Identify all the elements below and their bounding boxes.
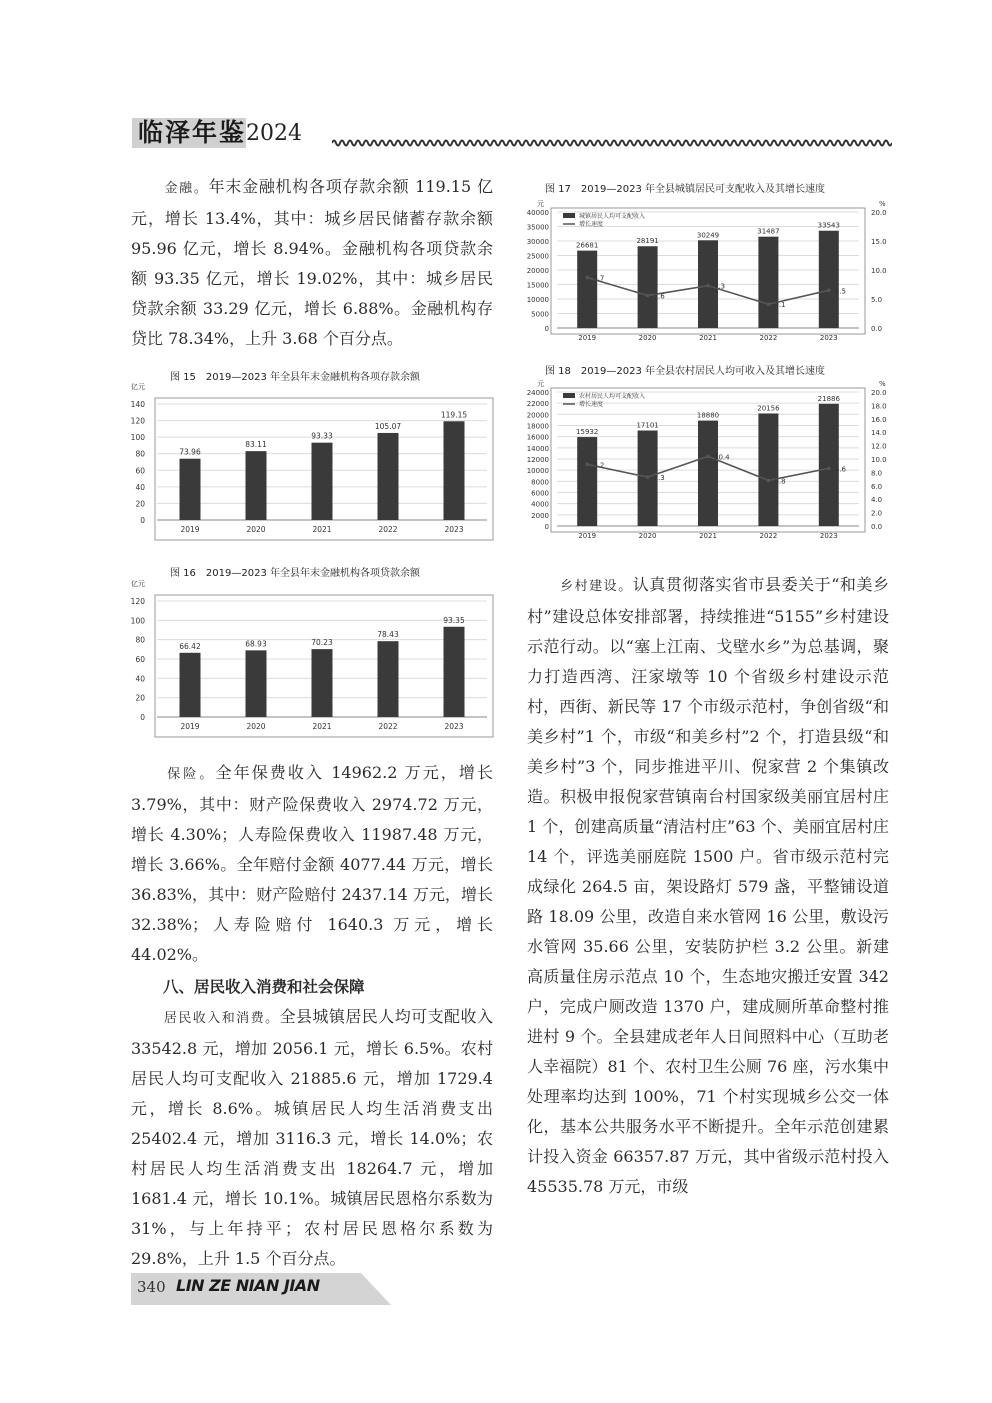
fig16-ytick: 60 xyxy=(135,655,145,664)
fig18-legend-label: 农村居民人均可支配收入 xyxy=(579,393,646,400)
fig17-growth-point xyxy=(827,289,831,293)
fig16-ytick: 120 xyxy=(130,597,145,606)
fig17-growth-point xyxy=(646,294,650,298)
fig16-xtick: 2021 xyxy=(312,722,332,731)
fig15-xtick: 2022 xyxy=(378,525,398,534)
fig17-growth-point xyxy=(767,302,771,306)
fig17-bar-label: 31487 xyxy=(757,227,780,236)
fig18-ytick: 14000 xyxy=(526,444,549,453)
fig18-growth-point xyxy=(585,463,589,467)
book-year: 2024 xyxy=(246,121,302,146)
fig18-y2tick: 6.0 xyxy=(871,482,883,491)
fig18-growth-point xyxy=(646,475,650,479)
fig17-ytick: 5000 xyxy=(531,310,549,319)
fig18-ylabel: 元 xyxy=(537,380,544,388)
fig18-growth-point xyxy=(706,455,710,459)
fig18-y2tick: 0.0 xyxy=(871,523,883,531)
fig18-title: 图 18 2019—2023 年全县农村居民人均可收入及其增长速度 xyxy=(545,366,825,377)
fig17-bar xyxy=(819,231,839,328)
fig15-ytick: 0 xyxy=(140,516,145,525)
fig15-data-label: 83.11 xyxy=(245,440,267,450)
fig15-ytick: 40 xyxy=(135,482,145,492)
rural-text: 认真贯彻落实省市县委关于“和美乡村”建设总体安排部署，持续推进“5155”乡村建设示范行动。以“塞上江南、戈壁水乡”为总基调，聚力打造西湾、汪家墩等 10 个省级乡村建设示范村，西街、新民等 17 个市级示范村，争创省级“和美乡村”1 个，市级“和美乡村”2 个，打造县级“和美乡村”3 个，同步推进平川、倪家营 2 个集镇改造。积极申报倪家营镇南台村国家级美丽宜居村庄 1 个，创建高质量“清洁村庄”63 个、美丽宜居村庄 14 个，评选美丽庭院 1500 户。省市级示范村完成绿化 264.5 亩，架设路灯 579 盏，平整铺设道路 18.09 公里，改造自来水管网 16 公里，敷设污水管网 35.66 公里，安装防护栏 3.2 公里。新建高质量住房示范点 10 个，生态地灾搬迁安置 342 户，完成户厕改造 1370 户，建成厕所革命整村推进村 9 个。全县建成老年人日间照料中心（互助老人幸福院）81 个、农村卫生公厕 76 座，污水集中处理率均达到 100%，71 个村实现城乡公交一体化，基本公共服务水平不断提升。全年示范创建累计投入资金 66357.87 万元，其中省级示范村投入 45535.78 万元，市级 xyxy=(527,575,889,1196)
fig18-ytick: 6000 xyxy=(531,489,549,498)
fig18-ytick: 20000 xyxy=(526,411,549,420)
fig16-ytick: 80 xyxy=(135,635,145,645)
fig17-growth-point xyxy=(585,276,589,280)
fig17-growth-label: 8.7 xyxy=(593,274,605,283)
section-heading: 八、居民收入消费和社会保障 xyxy=(163,978,365,996)
rural-paragraph xyxy=(527,570,889,1202)
fig18-y2tick: 8.0 xyxy=(871,469,883,478)
fig16-title: 图 16 2019—2023 年全县年末金融机构各项贷款余额 xyxy=(170,568,420,579)
fig17-xtick: 2021 xyxy=(699,334,717,342)
fig18-bar xyxy=(698,421,718,526)
fig18-ytick: 22000 xyxy=(526,400,549,409)
fig18-growth-point xyxy=(827,467,831,471)
fig17-legend-label: 增长速度 xyxy=(579,221,604,228)
fig16-data-label: 66.42 xyxy=(179,641,201,651)
fig15-title: 图 15 2019—2023 年全县年末金融机构各项存款余额 xyxy=(170,372,420,383)
fig18-growth-label: 9.2 xyxy=(593,461,605,470)
fig16-ytick: 40 xyxy=(135,674,145,684)
fig17-bar xyxy=(577,251,597,328)
fig16-ytick: 0 xyxy=(140,713,145,722)
fig16-xtick: 2020 xyxy=(246,722,266,731)
fig15-bar xyxy=(444,421,465,520)
page-number: 340 xyxy=(137,1278,166,1296)
fig15-bar xyxy=(378,433,399,520)
fig16-bar xyxy=(378,641,399,717)
fig18-y2label: % xyxy=(879,380,886,388)
fig17-y2tick: 10.0 xyxy=(871,267,887,275)
fig18-ytick: 2000 xyxy=(531,511,549,520)
fig15-ytick: 120 xyxy=(130,416,145,426)
income-text: 全县城镇居民人均可支配收入 33542.8 元，增加 2056.1 元，增长 6.5%。农村居民人均可支配收入 21885.6 元，增加 1729.4 元，增长 8.6%。城镇居民人均生活消费支出 25402.4 元，增加 3116.3 元，增长 14.0%；农村居民人均生活消费支出 18264.7 元，增加 1681.4 元，增长 10.1%。城镇居民恩格尔系数为 31%，与上年持平；农村居民恩格尔系数为 29.8%，上升 1.5 个百分点。 xyxy=(131,1007,493,1268)
fig17-y2label: % xyxy=(879,200,886,208)
fig15-data-label: 119.15 xyxy=(440,410,468,420)
fig17-growth-point xyxy=(706,284,710,288)
fig18-ytick: 24000 xyxy=(526,389,549,397)
fig17-xtick: 2019 xyxy=(578,334,597,342)
fig18-xtick: 2022 xyxy=(759,532,778,540)
finance-text: 年末金融机构各项存款余额 119.15 亿元，增长 13.4%，其中：城乡居民储蓄存款余额 95.96 亿元，增长 8.94%。金融机构各项贷款余额 93.35 亿元，增长 19.02%，其中：城乡居民贷款余额 33.29 亿元，增长 6.88%。金融机构存贷比 78.34%，上升 3.68 个百分点。 xyxy=(131,177,493,348)
fig18-ytick: 10000 xyxy=(526,467,549,476)
fig17-xtick: 2020 xyxy=(638,334,657,342)
fig18-y2tick: 16.0 xyxy=(871,415,887,424)
fig15-xtick: 2020 xyxy=(246,525,266,534)
fig18-growth-point xyxy=(767,479,771,483)
fig18-xtick: 2019 xyxy=(578,532,597,540)
fig16-ylabel: 亿元 xyxy=(131,580,145,588)
fig18-bar xyxy=(758,413,778,526)
fig17-bar xyxy=(638,246,658,328)
fig17-legend-swatch-bar xyxy=(563,213,575,218)
fig17-growth-label: 4.1 xyxy=(774,301,786,310)
fig17-ytick: 35000 xyxy=(526,223,549,232)
fig18-y2tick: 10.0 xyxy=(871,456,887,464)
fig18-bar-label: 18880 xyxy=(696,411,720,420)
fig15-ytick: 80 xyxy=(135,449,145,459)
fig18-chart xyxy=(527,374,889,544)
fig16-bar xyxy=(180,653,201,717)
fig16-ytick: 100 xyxy=(130,616,145,626)
insurance-lead: 保险。 xyxy=(167,767,216,782)
fig18-ytick: 8000 xyxy=(531,478,549,487)
fig17-ytick: 10000 xyxy=(526,296,549,304)
fig16-data-label: 70.23 xyxy=(311,638,333,648)
fig15-ylabel: 亿元 xyxy=(131,383,145,391)
fig16-data-label: 93.35 xyxy=(443,615,465,625)
fig17-ytick: 0 xyxy=(544,325,549,333)
fig15-ytick: 60 xyxy=(135,466,145,476)
fig18-legend-label: 增长速度 xyxy=(579,401,604,408)
fig15-bar xyxy=(246,451,267,520)
fig18-y2tick: 12.0 xyxy=(871,442,887,451)
fig16-chart xyxy=(131,577,493,737)
fig15-xtick: 2021 xyxy=(312,525,332,534)
fig15-ytick: 100 xyxy=(130,433,145,443)
fig18-growth-label: 6.8 xyxy=(774,477,786,486)
fig18-ytick: 4000 xyxy=(531,500,549,509)
fig18-bar xyxy=(577,437,597,526)
fig18-growth-label: 8.6 xyxy=(834,465,846,474)
fig17-ytick: 20000 xyxy=(526,267,549,275)
fig16-bar xyxy=(444,627,465,717)
fig17-bar-label: 33543 xyxy=(817,221,840,230)
fig15-ytick: 20 xyxy=(135,499,145,509)
fig17-bar xyxy=(758,237,778,328)
fig18-xtick: 2021 xyxy=(699,532,717,540)
fig18-bar-label: 17101 xyxy=(636,421,659,430)
fig18-ytick: 12000 xyxy=(526,456,549,464)
fig17-ytick: 30000 xyxy=(526,238,549,246)
fig15-bar xyxy=(180,459,201,520)
fig17-title: 图 17 2019—2023 年全县城镇居民可支配收入及其增长速度 xyxy=(545,184,825,195)
fig18-bar-label: 21886 xyxy=(817,394,840,403)
fig18-y2tick: 2.0 xyxy=(871,509,883,518)
fig17-y2tick: 15.0 xyxy=(871,238,887,246)
fig17-chart xyxy=(527,192,889,348)
rural-lead: 乡村建设。 xyxy=(560,579,633,594)
fig17-ytick: 40000 xyxy=(526,209,549,217)
fig17-y2tick: 5.0 xyxy=(871,296,883,304)
fig18-growth-label: 7.3 xyxy=(653,474,665,483)
page-header xyxy=(132,116,892,152)
fig18-y2tick: 4.0 xyxy=(871,496,883,505)
fig18-ytick: 18000 xyxy=(526,422,549,431)
fig17-legend-label: 城镇居民人均可支配收入 xyxy=(579,213,646,220)
fig18-y2tick: 20.0 xyxy=(871,389,887,397)
fig17-growth-label: 7.3 xyxy=(714,282,726,291)
fig17-y2tick: 20.0 xyxy=(871,209,887,217)
fig15-data-label: 93.33 xyxy=(311,431,333,441)
insurance-text: 全年保费收入 14962.2 万元，增长 3.79%，其中：财产险保费收入 2974.72 万元，增长 4.30%；人寿险保费收入 11987.48 万元，增长 3.66%。全年赔付金额 4077.44 万元，增长 36.83%，其中：财产险赔付 2437.14 万元，增长 32.38%；人寿险赔付 1640.3 万元，增长 44.02%。 xyxy=(131,763,493,964)
fig17-bar-label: 26681 xyxy=(576,241,599,250)
fig17-y2tick: 0.0 xyxy=(871,325,883,333)
fig18-bar-label: 15932 xyxy=(576,428,599,437)
insurance-paragraph xyxy=(131,758,493,1274)
fig16-xtick: 2019 xyxy=(180,722,200,731)
finance-lead: 金融。 xyxy=(164,181,209,196)
fig15-data-label: 105.07 xyxy=(374,421,402,431)
fig17-growth-label: 5.6 xyxy=(653,292,665,301)
fig16-xtick: 2022 xyxy=(378,722,398,731)
fig17-bar-label: 30249 xyxy=(696,231,720,240)
fig15-xtick: 2023 xyxy=(444,525,464,534)
fig18-xtick: 2023 xyxy=(819,532,838,540)
fig15-ytick: 140 xyxy=(130,400,145,409)
fig16-bar xyxy=(312,649,333,717)
fig17-growth-label: 6.5 xyxy=(834,287,846,296)
fig15-xtick: 2019 xyxy=(180,525,200,534)
income-lead: 居民收入和消费。 xyxy=(163,1011,280,1026)
finance-paragraph xyxy=(131,172,493,354)
fig17-ytick: 25000 xyxy=(526,252,549,261)
fig18-legend-swatch-bar xyxy=(563,393,575,398)
fig18-ytick: 0 xyxy=(544,523,549,531)
fig18-y2tick: 14.0 xyxy=(871,429,887,438)
fig16-xtick: 2023 xyxy=(444,722,464,731)
fig15-bar xyxy=(312,443,333,520)
fig18-xtick: 2020 xyxy=(638,532,657,540)
fig16-data-label: 78.43 xyxy=(377,630,399,640)
header-wave-rule xyxy=(332,138,892,148)
fig18-growth-label: 10.4 xyxy=(714,453,730,462)
fig18-ytick: 16000 xyxy=(526,433,549,442)
fig15-chart xyxy=(131,380,493,540)
fig17-ytick: 15000 xyxy=(526,281,549,290)
fig18-bar-label: 20156 xyxy=(757,404,780,413)
fig18-y2tick: 18.0 xyxy=(871,402,887,411)
fig15-data-label: 73.96 xyxy=(179,447,201,457)
fig17-xtick: 2023 xyxy=(819,334,838,342)
book-title: 临泽年鉴 xyxy=(132,118,246,148)
footer-journal-name: LIN ZE NIAN JIAN xyxy=(176,1276,320,1295)
fig16-data-label: 68.93 xyxy=(245,639,267,649)
fig16-ytick: 20 xyxy=(135,693,145,703)
fig17-ylabel: 元 xyxy=(537,200,544,208)
fig16-bar xyxy=(246,650,267,717)
fig17-xtick: 2022 xyxy=(759,334,778,342)
fig17-bar-label: 28191 xyxy=(636,237,659,246)
